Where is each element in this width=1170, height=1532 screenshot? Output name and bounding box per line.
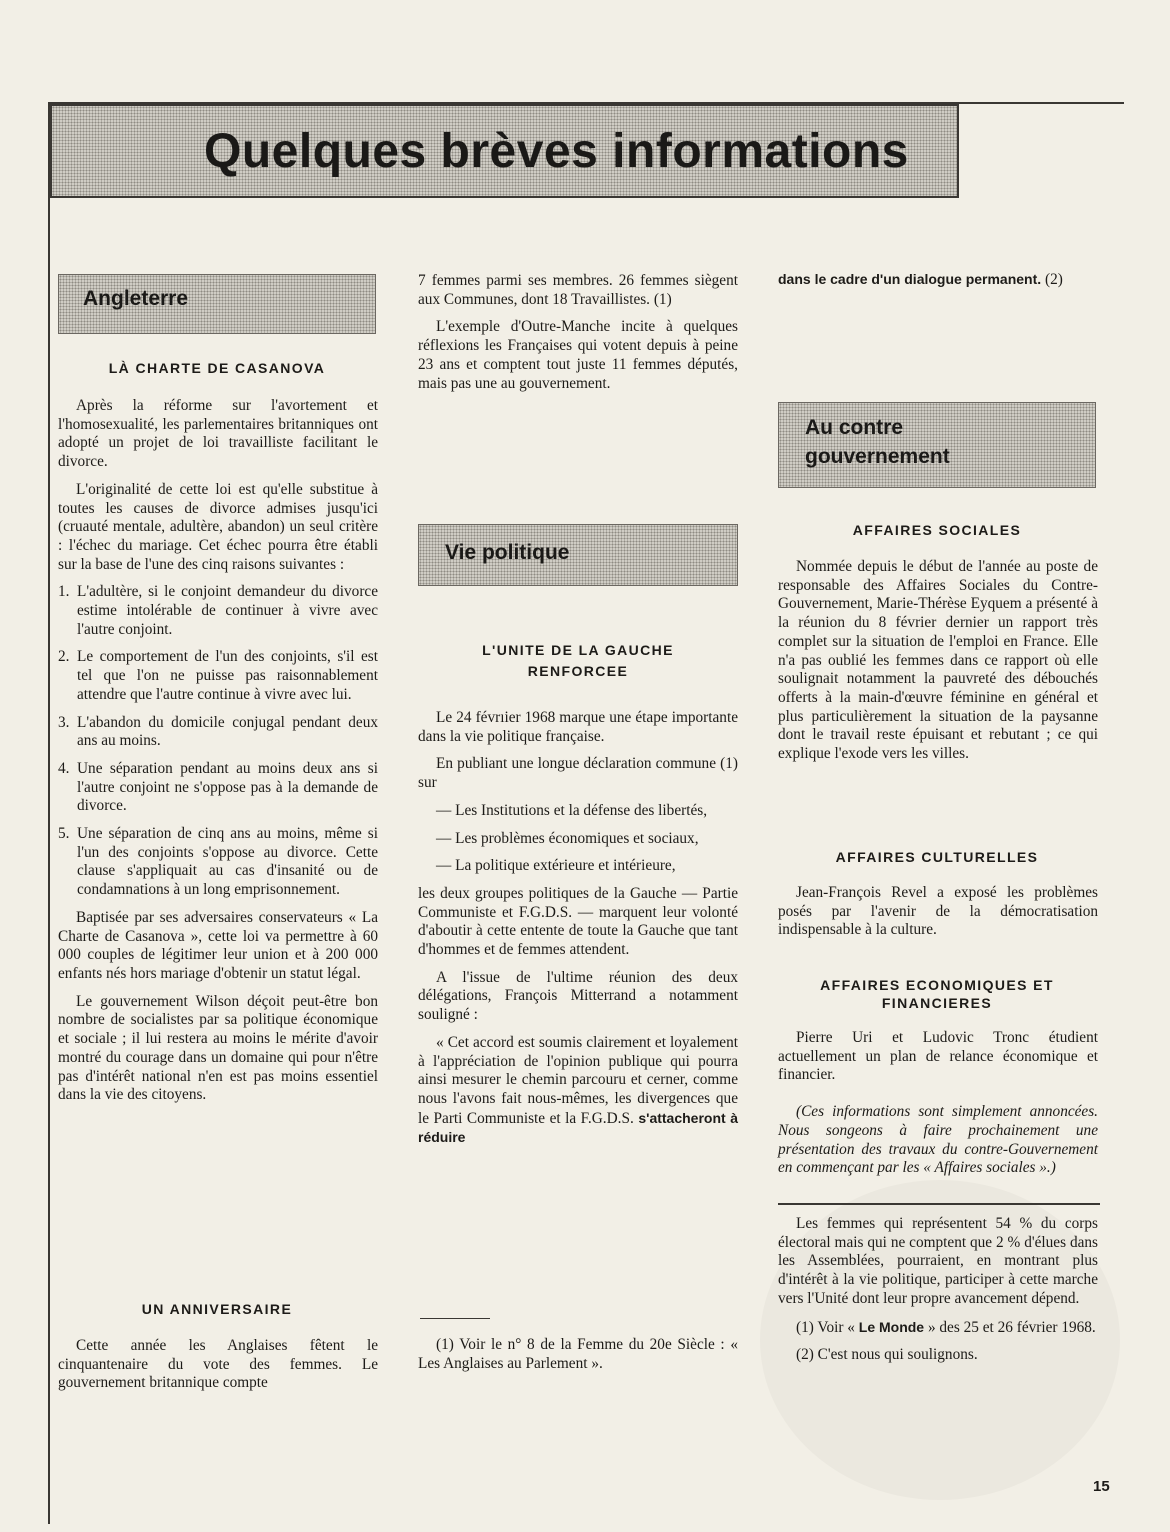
list-number: 5.	[58, 825, 70, 843]
footnote-text: » des 25 et 26 février 1968.	[927, 1318, 1096, 1336]
list-item	[58, 583, 378, 639]
paragraph: L'originalité de cette loi est qu'elle substitue à toutes les causes de divorce admises jusqu'ici (cruauté mentale, adultère, abandon) un seul critère : l'échec du mariage. Cet échec pourra être établi sur la base de l'une des cinq raisons suivantes :	[58, 480, 378, 573]
column-1-end	[58, 1337, 378, 1402]
footnote	[778, 1318, 1098, 1338]
list-text: Une séparation pendant au moins deux ans si l'autre conjoint ne s'oppose pas à la demande de divorce.	[77, 759, 378, 815]
subhead-unite: L'UNITE DE LA GAUCHE RENFORCEE	[482, 642, 674, 679]
footnote-text: (1) Voir «	[796, 1318, 855, 1336]
list-number: 4.	[58, 759, 70, 777]
separator-rule	[778, 1203, 1100, 1205]
subhead-anniversaire: UN ANNIVERSAIRE	[141, 1301, 293, 1317]
paragraph: Baptisée par ses adversaires conservateurs « La Charte de Casanova », cette loi va permettre à 60 000 couples de légitimer leur union et à 200 000 enfants nés hors mariage d'obtenir un statut légal.	[58, 908, 378, 982]
column-2-footnote	[418, 1336, 738, 1382]
title-banner	[50, 104, 959, 198]
list-text: Le comportement de l'un des conjoints, s'il est tel que l'on ne puisse pas raisonnablement attendre que l'autre continue à vivre avec lui.	[77, 648, 378, 703]
quote-text: « Cet accord est soumis clairement et loyalement à l'appréciation de l'opinion publique qui pourra ainsi mesurer le chemin parcouru et cerner, comme nous l'avons fait nous-mêmes, les divergences que le Parti Communiste et la F.G.D.S.	[418, 1033, 738, 1127]
paragraph: Jean-François Revel a exposé les problèmes posés par l'avenir de la démocratisation indispensable à la culture.	[778, 884, 1098, 939]
footnote-bold-text: Le Monde	[858, 1318, 925, 1335]
column-3	[778, 558, 1098, 773]
paragraph: En publiant une longue déclaration commune (1) sur	[418, 755, 738, 792]
subhead-charte: LÀ CHARTE DE CASANOVA	[108, 360, 326, 376]
list-number: 3.	[58, 713, 70, 731]
paragraph: 7 femmes parmi ses membres. 26 femmes siègent aux Communes, dont 18 Travaillistes. (1)	[418, 272, 738, 308]
paragraph: Cette année les Anglaises fêtent le cinquantenaire du vote des femmes. Le gouvernement britannique compte	[58, 1337, 378, 1392]
list-item	[58, 648, 378, 704]
footnote: (2) C'est nous qui soulignons.	[796, 1346, 978, 1364]
paragraph	[778, 270, 1098, 290]
list-text: L'adultère, si le conjoint demandeur du divorce estime intolérable de continuer à vivre avec l'autre conjoint.	[77, 583, 378, 638]
section-heading-contre-gouvernement	[778, 402, 1096, 488]
column-2-top	[418, 272, 738, 402]
subhead-affaires-sociales: AFFAIRES SOCIALES	[852, 522, 1022, 538]
column-3-top	[778, 270, 1098, 299]
list-text: L'abandon du domicile conjugal pendant deux ans au moins.	[77, 713, 378, 750]
paragraph: Nommée depuis le début de l'année au poste de responsable des Affaires Sociales du Contre-Gouvernement, Marie-Thérèse Eyquem a présenté à la réunion du 8 février dernier un rapport très complet sur la situation de l'emploi en France. Elle n'a pas oublié les femmes dans ce rapport où elle soulignait notamment la pauvreté des débouchés offerts à la main-d'œuvre féminine en général et plus particulièrement la situation de la paysanne dont le travail reste épuisant et rebutant ; ce qui explique l'exode vers les villes.	[778, 558, 1098, 763]
paragraph: L'exemple d'Outre-Manche incite à quelques réflexions les Françaises qui votent depuis à peine 23 ans et comptent tout juste 11 femmes députés, mais pas une au gouvernement.	[418, 318, 738, 392]
footnote-ref: (2)	[1045, 271, 1063, 288]
paragraph: — Les Institutions et la défense des libertés,	[436, 801, 708, 819]
section-heading-vie-politique	[418, 524, 738, 586]
column-3-culture	[778, 884, 1098, 949]
footnote-rule	[420, 1318, 490, 1319]
section-heading-text: Vie politique	[445, 541, 570, 564]
list-item	[58, 714, 378, 751]
paragraph: — Les problèmes économiques et sociaux,	[436, 829, 699, 847]
paragraph: A l'issue de l'ultime réunion des deux délégations, François Mitterrand a notamment souligné :	[418, 968, 738, 1024]
column-1	[58, 397, 378, 1114]
footnote: (1) Voir le n° 8 de la Femme du 20e Siècle : « Les Anglaises au Parlement ».	[418, 1336, 738, 1372]
reasons-list	[58, 583, 378, 900]
section-heading-text: Au contre gouvernement	[805, 416, 950, 468]
paragraph: Le 24 févrıier 1968 marque une étape importante dans la vie politique française.	[418, 709, 738, 745]
list-number: 1.	[58, 583, 70, 601]
section-heading-angleterre	[58, 274, 376, 334]
paragraph: Le gouvernement Wilson déçoit peut-être bon nombre de socialistes par sa politique économique et sociale ; il lui restera au moins le mérite d'avoir montré du courage dans un domaine qui pour n'être pas d'intérêt national n'en est pas moins essentiel dans la vie des citoyens.	[58, 992, 378, 1104]
bold-text: dans le cadre d'un dialogue permanent.	[778, 271, 1042, 287]
italic-note: (Ces informations sont simplement annoncées. Nous songeons à faire prochainement une présentation des travaux du contre-Gouvernement en commençant par les « Affaires sociales ».)	[778, 1103, 1098, 1177]
paragraph: Les femmes qui représentent 54 % du corps électoral mais qui ne comptent que 2 % d'élues dans les Assemblées, pourraient, en montrant plus d'intérêt à la vie politique, participer à cette marche vers l'Unité dont leur propre avancement dépend.	[778, 1215, 1098, 1307]
section-heading-text: Angleterre	[83, 287, 189, 310]
page-title: Quelques brèves informations	[204, 125, 909, 178]
paragraph: — La politique extérieure et intérieure,	[436, 857, 676, 875]
column-2	[418, 709, 738, 1157]
paragraph: Pierre Uri et Ludovic Tronc étudient actuellement un plan de relance économique et financier.	[778, 1029, 1098, 1084]
column-3-bottom	[778, 1215, 1098, 1374]
subhead-affaires-culturelles: AFFAIRES CULTURELLES	[835, 849, 1039, 865]
list-item	[58, 825, 378, 900]
page-number: 15	[1093, 1478, 1110, 1495]
list-text: Une séparation de cinq ans au moins, même si l'un des conjoints s'oppose au divorce. Cette clause s'appliquait au cas d'insanité ou de condamnations à un long emprisonnement.	[77, 825, 378, 899]
list-number: 2.	[58, 648, 70, 666]
paragraph: les deux groupes politiques de la Gauche — Partie Communiste et F.G.D.S. — marquent leur volonté d'aboutir à cette entente de toute la Gauche que tant d'hommes et de femmes attendent.	[418, 884, 738, 959]
paragraph: Après la réforme sur l'avortement et l'homosexualité, les parlementaires britanniques ont adopté un projet de loi travailliste facilitant le divorce.	[58, 397, 378, 471]
quote-paragraph	[418, 1034, 738, 1148]
subhead-affaires-economiques: AFFAIRES ECONOMIQUES ET FINANCIERES	[820, 977, 1054, 1011]
list-item	[58, 760, 378, 816]
column-3-economie	[778, 1029, 1098, 1187]
quote-bold-text: s'attacheront à réduire	[418, 1109, 739, 1146]
